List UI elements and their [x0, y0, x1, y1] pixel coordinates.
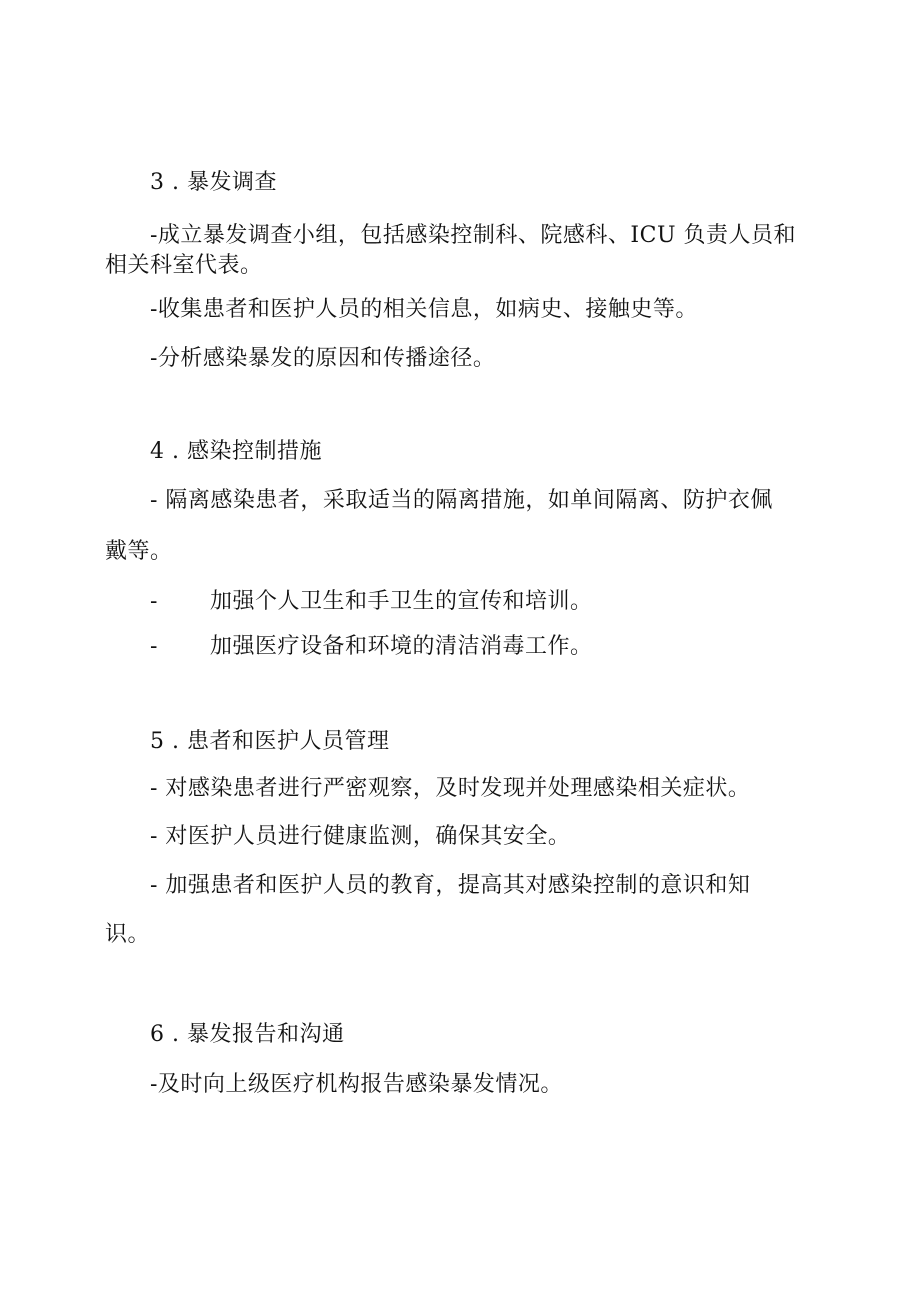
paragraph-line: -分析感染暴发的原因和传播途径。: [150, 346, 496, 371]
paragraph-line: - 对感染患者进行严密观察，及时发现并处理感染相关症状。: [150, 776, 751, 801]
bullet-text: 加强医疗设备和环境的清洁消毒工作。: [209, 634, 593, 659]
paragraph-line: - 加强患者和医护人员的教育，提高其对感染控制的意识和知: [150, 873, 751, 898]
bullet-text: 加强个人卫生和手卫生的宣传和培训。: [209, 589, 593, 614]
paragraph-line: 相关科室代表。: [105, 253, 263, 278]
paragraph-line: - 对医护人员进行健康监测，确保其安全。: [150, 824, 571, 849]
paragraph-line: 戴等。: [105, 539, 173, 564]
dash-marker: -: [150, 634, 158, 659]
paragraph-line: -及时向上级医疗机构报告感染暴发情况。: [150, 1072, 563, 1097]
section-heading: 3 . 暴发调查: [150, 170, 277, 195]
bullet-line: [150, 587, 592, 617]
paragraph-line: -收集患者和医护人员的相关信息，如病史、接触史等。: [150, 297, 698, 322]
section-heading: 6 . 暴发报告和沟通: [150, 1022, 345, 1047]
paragraph-line: - 隔离感染患者，采取适当的隔离措施，如单间隔离、防护衣佩: [150, 488, 773, 513]
dash-marker: -: [150, 589, 158, 614]
paragraph-line: 识。: [105, 922, 151, 947]
section-heading: 5 . 患者和医护人员管理: [150, 729, 390, 754]
paragraph-line: -成立暴发调查小组，包括感染控制科、院感科、ICU 负责人员和: [150, 223, 796, 248]
section-heading: 4 . 感染控制措施: [150, 439, 322, 464]
bullet-line: [150, 632, 592, 662]
